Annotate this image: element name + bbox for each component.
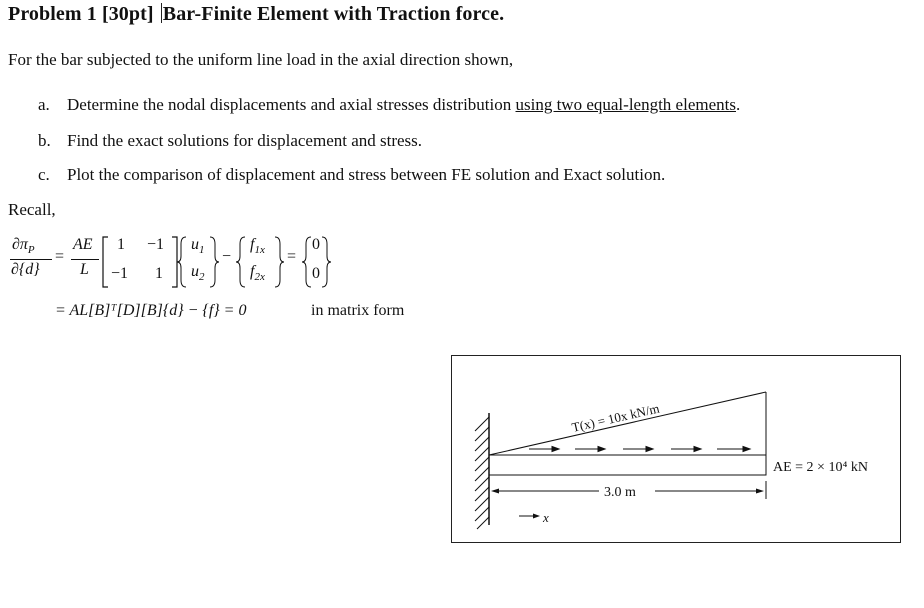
matrix-form-equation: = AL[B]ᵀ[D][B]{d} − {f} = 0 [55, 302, 247, 319]
traction-label: T(x) = 10x kN/m [570, 400, 661, 435]
item-a-text-underlined: using two equal-length elements [515, 95, 736, 114]
lhs-denominator: ∂{d} [11, 261, 40, 278]
property-label: AE = 2 × 10⁴ kN [773, 460, 868, 475]
item-c-marker: c. [38, 165, 50, 184]
vector-u2: $u_2$ [191, 263, 205, 284]
matrix-form-note: in matrix form [311, 302, 405, 319]
matrix-k12: −1 [147, 236, 165, 253]
item-a-text-after: . [735, 95, 741, 114]
item-b-text: Find the exact solutions for displacement and stress. [67, 131, 423, 150]
length-label: 3.0 m [604, 485, 636, 500]
traction-hypotenuse [489, 392, 766, 455]
lhs-numerator: $\partial\pi_P$ [12, 236, 35, 257]
minus-sign: − [222, 248, 232, 265]
equals-1: = [55, 248, 65, 265]
item-a-text-before: Determine the nodal displacements and axial stresses distribution [67, 95, 516, 114]
item-c-text: Plot the comparison of displacement and stress between FE solution and Exact solution. [67, 165, 666, 184]
vector-zero1: 0 [312, 236, 320, 253]
matrix-k22: 1 [155, 265, 163, 282]
bar-figure [451, 355, 901, 543]
load-arrows [529, 447, 750, 452]
recall-label: Recall, [8, 200, 56, 219]
coef-denominator: L [80, 261, 89, 278]
problem-heading: Bar-Finite Element with Traction force. [162, 3, 505, 25]
vector-f1: $f_{1x}$ [250, 236, 265, 257]
problem-number: Problem 1 [30pt] [8, 3, 154, 25]
vector-u1: $u_1$ [191, 236, 205, 257]
matrix-k21: −1 [111, 265, 129, 282]
matrix-k11: 1 [117, 236, 125, 253]
item-b-marker: b. [38, 131, 51, 150]
equals-2: = [287, 248, 297, 265]
coef-numerator: AE [73, 236, 93, 253]
bar-body [489, 455, 766, 475]
vector-f2: $f_{2x}$ [250, 263, 265, 284]
wall-hatching [475, 417, 489, 529]
item-a-marker: a. [38, 95, 50, 114]
x-axis-label: x [543, 510, 549, 525]
vector-zero2: 0 [312, 265, 320, 282]
intro-text: For the bar subjected to the uniform line load in the axial direction shown, [8, 50, 514, 69]
